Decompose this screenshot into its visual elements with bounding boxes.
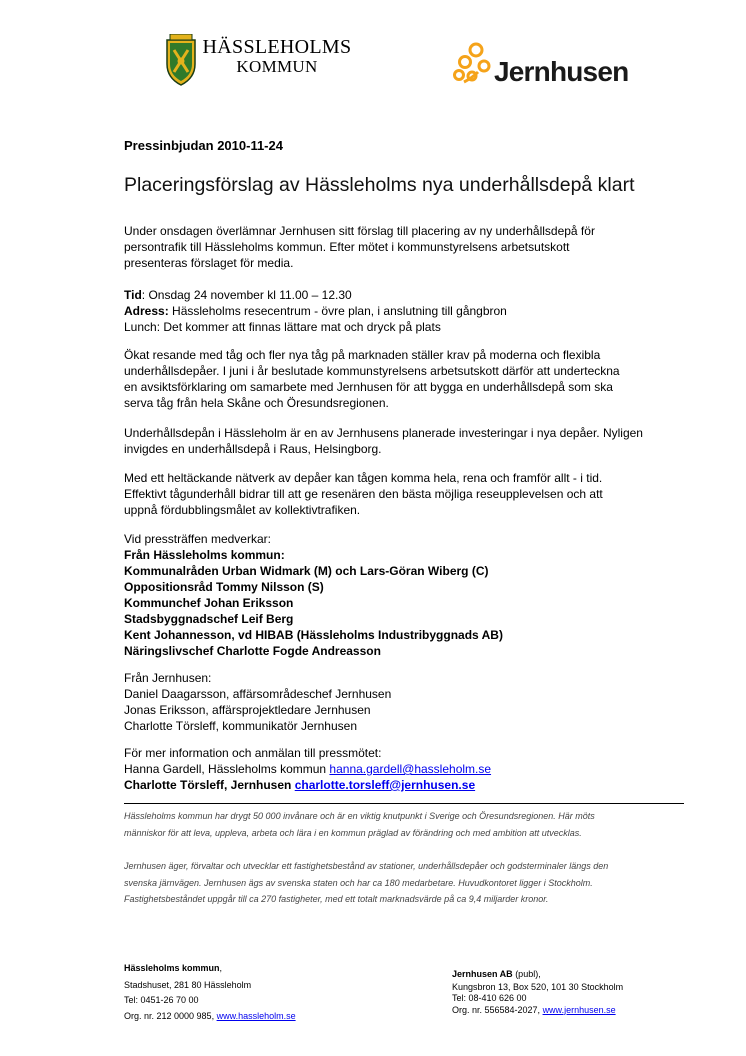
contact-heading: För mer information och anmälan till pressmötet: (124, 746, 382, 760)
text-line: en avsiktsförklaring om samarbete med Jernhusen för att bygga en underhållsdepå som ska (124, 380, 613, 394)
address-phone: Tel: 08-410 626 00 (452, 993, 527, 1003)
participant: Från Hässleholms kommun: (124, 548, 285, 562)
press-date: Pressinbjudan 2010-11-24 (124, 138, 283, 153)
address-org-line (452, 1004, 623, 1018)
about-jernhusen (124, 858, 684, 908)
participant: Stadsbyggnadschef Leif Berg (124, 612, 294, 626)
text-line: människor för att leva, uppleva, arbeta och lära i en kommun präglad av förändring och med ambition att utvecklas. (124, 827, 582, 838)
contact-2 (124, 777, 664, 793)
hassleholm-logo-text (201, 37, 353, 77)
text-line: uppnå fördubblingsmålet av kollektivtrafiken. (124, 503, 361, 517)
address-org: Org. nr. 212 0000 985, (124, 1010, 217, 1021)
participant: Charlotte Törsleff, kommunikatör Jernhusen (124, 719, 357, 733)
about-hassleholm (124, 808, 684, 841)
address-name-line (452, 968, 623, 982)
contact-2-email-link[interactable]: charlotte.torsleff@jernhusen.se (294, 778, 476, 792)
contact-1-email-link[interactable]: hanna.gardell@hassleholm.se (329, 762, 492, 776)
address-org: Org. nr. 556584-2027, (452, 1004, 543, 1015)
text-line: Effektivt tågunderhåll bidrar till att ge resenären den bästa möjliga reseupplevelsen och att (124, 487, 603, 501)
detail-lunch-label: Lunch: (124, 320, 161, 334)
participants-intro: Vid pressträffen medverkar: (124, 532, 271, 546)
text-line: Jernhusen äger, förvaltar och utvecklar ett fastighetsbestånd av stationer, underhållsdepåer och godsterminaler längs den (124, 861, 609, 871)
text-line: persontrafik till Hässleholms kommun. Efter mötet i kommunstyrelsens arbetsutskott (124, 240, 570, 254)
jernhusen-flower-icon (452, 42, 492, 88)
paragraph-1 (124, 347, 664, 411)
jernhusen-web-link[interactable]: www.jernhusen.se (542, 1004, 616, 1015)
detail-time (124, 287, 664, 303)
address-org-line (124, 1010, 296, 1024)
text-line: Ökat resande med tåg och fler nya tåg på marknaden ställer krav på moderna och flexibla (124, 348, 601, 362)
detail-time-value: : Onsdag 24 november kl 11.00 – 12.30 (141, 288, 352, 302)
address-street: Kungsbron 13, Box 520, 101 30 Stockholm (452, 981, 624, 992)
jernhusen-address (452, 968, 623, 1017)
address-name-suffix: , (219, 963, 223, 973)
intro-paragraph (124, 223, 664, 271)
address-name-suffix: (publ), (512, 969, 541, 979)
event-details (124, 287, 664, 335)
text-line: Under onsdagen överlämnar Jernhusen sitt förslag till placering av ny underhållsdepå för (124, 224, 595, 238)
address-name-line (124, 962, 296, 976)
detail-time-label: Tid (124, 288, 142, 302)
hassleholm-logo (163, 34, 353, 88)
page-title: Placeringsförslag av Hässleholms nya underhållsdepå klart (124, 174, 635, 196)
contact-info (124, 745, 664, 793)
text-line: Underhållsdepån i Hässleholm är en av Jernhusens planerade investeringar i nya depåer. Nyligen (124, 426, 643, 440)
contact-1 (124, 761, 664, 777)
hassleholm-logo-line2: KOMMUN (236, 57, 318, 76)
detail-address-label: Adress: (124, 304, 169, 318)
text-line: Hässleholms kommun har drygt 50 000 invånare och är en viktig knutpunkt i Sverige och Öresundsregionen. Här möts (124, 811, 595, 821)
hassleholm-address (124, 962, 296, 1023)
text-line: invigdes en underhållsdepå i Raus, Helsingborg. (124, 442, 382, 456)
contact-2-name: Charlotte Törsleff, Jernhusen (124, 778, 295, 792)
detail-lunch (124, 319, 664, 335)
text-line: serva tåg från hela Skåne och Öresundsregionen. (124, 396, 389, 410)
jernhusen-participants (124, 670, 664, 734)
detail-address (124, 303, 664, 319)
text-line: presenteras förslaget för media. (124, 256, 294, 270)
jernhusen-logo-text: Jernhusen (494, 56, 629, 87)
participant: Kommunchef Johan Eriksson (124, 596, 294, 610)
participants (124, 531, 664, 659)
text-line: Med ett heltäckande nätverk av depåer kan tågen komma hela, rena och framför allt - i tid. (124, 471, 603, 485)
divider (124, 803, 684, 804)
address-phone: Tel: 0451-26 70 00 (124, 995, 199, 1005)
participant: Kent Johannesson, vd HIBAB (Hässleholms Industribyggnads AB) (124, 628, 503, 642)
address-name: Hässleholms kommun (124, 963, 220, 973)
hassleholm-shield-icon (163, 34, 199, 86)
detail-address-value: Hässleholms resecentrum - övre plan, i anslutning till gångbron (168, 304, 507, 318)
address-street: Stadshuset, 281 80 Hässleholm (124, 979, 252, 990)
participant: Oppositionsråd Tommy Nilsson (S) (124, 580, 324, 594)
participant: Från Jernhusen: (124, 671, 212, 685)
text-line: Fastighetsbeståndet uppgår till ca 270 fastigheter, med ett totalt marknadsvärde på ca 9,4 miljarder kronor. (124, 894, 549, 904)
participant: Näringslivschef Charlotte Fogde Andreasson (124, 644, 381, 658)
contact-1-name: Hanna Gardell, Hässleholms kommun (124, 762, 330, 776)
hassleholm-logo-line1: HÄSSLEHOLMS (202, 36, 352, 58)
paragraph-3 (124, 470, 664, 518)
hassleholm-web-link[interactable]: www.hassleholm.se (216, 1010, 296, 1021)
address-name: Jernhusen AB (452, 969, 513, 979)
participant: Daniel Daagarsson, affärsområdeschef Jernhusen (124, 687, 392, 701)
text-line: underhållsdepåer. I juni i år beslutade kommunstyrelsens arbetsutskott därför att underteckna (124, 364, 620, 378)
participant: Kommunalråden Urban Widmark (M) och Lars-Göran Wiberg (C) (124, 564, 489, 578)
jernhusen-logo (452, 42, 652, 90)
participant: Jonas Eriksson, affärsprojektledare Jernhusen (124, 703, 371, 717)
paragraph-2 (124, 425, 664, 457)
detail-lunch-value: Det kommer att finnas lättare mat och dryck på plats (160, 320, 441, 334)
text-line: svenska järnvägen. Jernhusen ägs av svenska staten och har ca 180 medarbetare. Huvudkontoret ligger i Stockholm. (124, 877, 593, 888)
